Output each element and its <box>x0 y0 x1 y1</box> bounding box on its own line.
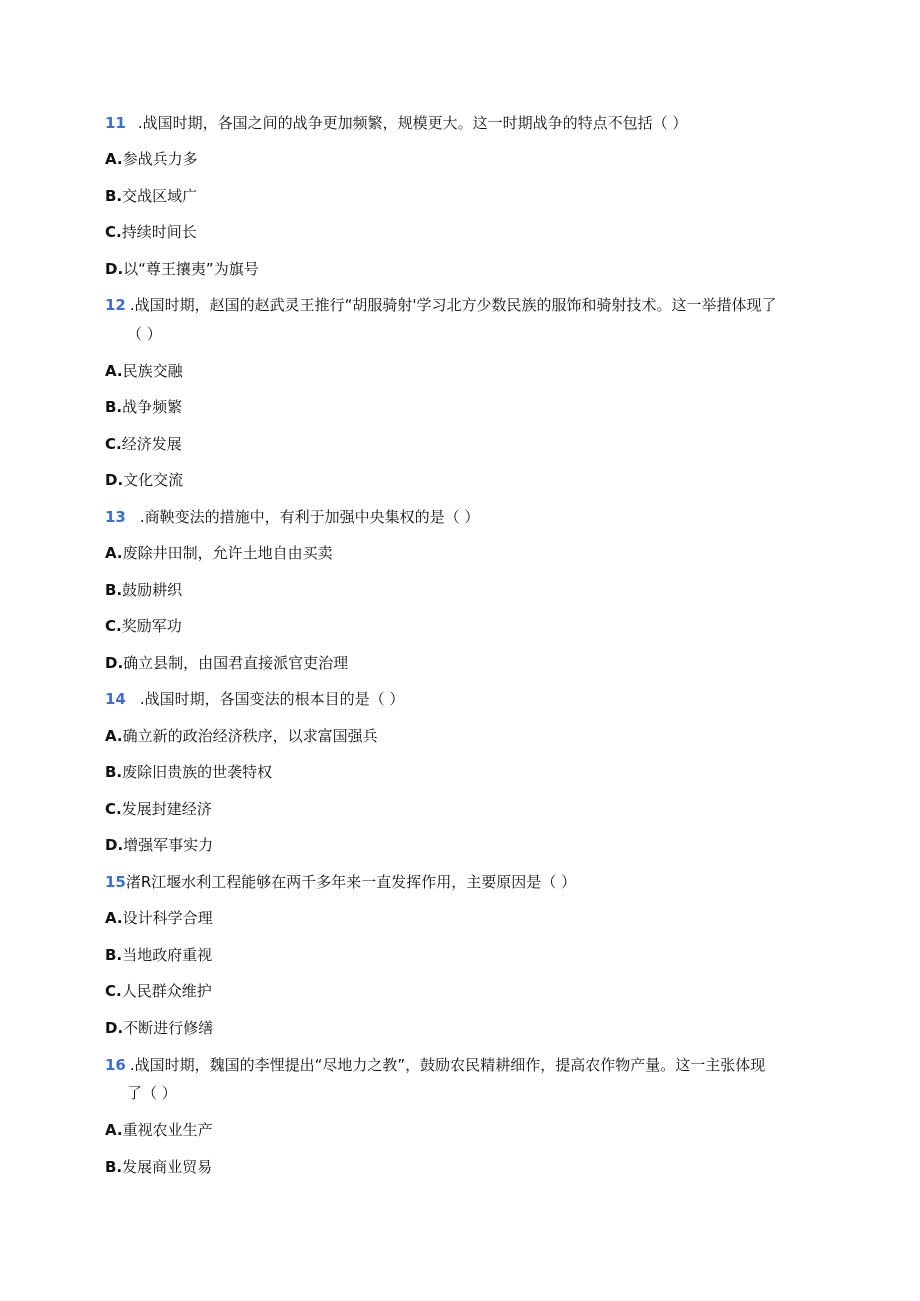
option-b: B.废除旧贵族的世袭特权 <box>105 763 273 781</box>
option-b: B.交战区域广 <box>105 187 198 205</box>
option-b: B.战争频繁 <box>105 398 183 416</box>
question-continuation: 了（ ） <box>127 1084 177 1102</box>
question-text: 渚R江堰水利工程能够在两千多年来一直发挥作用，主要原因是（ ） <box>125 873 577 891</box>
question-continuation: （ ） <box>127 325 162 343</box>
question-text: .商鞅变法的措施中，有利于加强中央集权的是（ ） <box>139 508 480 526</box>
option-b: B.鼓励耕织 <box>105 581 183 599</box>
question-text: .战国时期，魏国的李悝提出“尽地力之教”，鼓励农民精耕细作，提高农作物产量。这一主张体现 <box>129 1056 766 1074</box>
question-number: 12 <box>105 296 126 314</box>
option-b: B.当地政府重视 <box>105 946 213 964</box>
question-14 <box>105 689 820 709</box>
question-number: 15 <box>105 873 126 891</box>
option-a: A.重视农业生产 <box>105 1121 213 1139</box>
option-d: D.确立县制，由国君直接派官吏治理 <box>105 654 349 672</box>
option-d: D.文化交流 <box>105 471 184 489</box>
question-16 <box>105 1055 820 1075</box>
option-d: D.不断进行修缮 <box>105 1019 214 1037</box>
question-number: 11 <box>105 114 126 132</box>
option-b: B.发展商业贸易 <box>105 1158 213 1176</box>
option-c: C.发展封建经济 <box>105 800 212 818</box>
question-text: .战国时期，各国变法的根本目的是（ ） <box>139 690 405 708</box>
question-12 <box>105 295 820 315</box>
question-number: 13 <box>105 508 126 526</box>
question-number: 14 <box>105 690 126 708</box>
option-a: A.废除井田制，允许土地自由买卖 <box>105 544 333 562</box>
option-d: D.增强军事实力 <box>105 836 214 854</box>
option-a: A.参战兵力多 <box>105 150 198 168</box>
question-text: .战国时期，赵国的赵武灵王推行“胡服骑射'学习北方少数民族的服饰和骑射技术。这一举措体现了 <box>129 296 777 314</box>
question-15 <box>105 872 820 892</box>
question-number: 16 <box>105 1056 126 1074</box>
question-13 <box>105 507 820 527</box>
question-text: .战国时期，各国之间的战争更加频繁，规模更大。这一时期战争的特点不包括（ ） <box>137 114 688 132</box>
option-a: A.确立新的政治经济秩序，以求富国强兵 <box>105 727 378 745</box>
option-a: A.设计科学合理 <box>105 909 213 927</box>
option-c: C.奖励军功 <box>105 617 182 635</box>
option-c: C.经济发展 <box>105 435 182 453</box>
option-c: C.持续时间长 <box>105 223 197 241</box>
option-d: D.以“尊王攘夷”为旗号 <box>105 260 259 278</box>
question-11 <box>105 113 820 133</box>
option-a: A.民族交融 <box>105 362 183 380</box>
option-c: C.人民群众维护 <box>105 982 212 1000</box>
